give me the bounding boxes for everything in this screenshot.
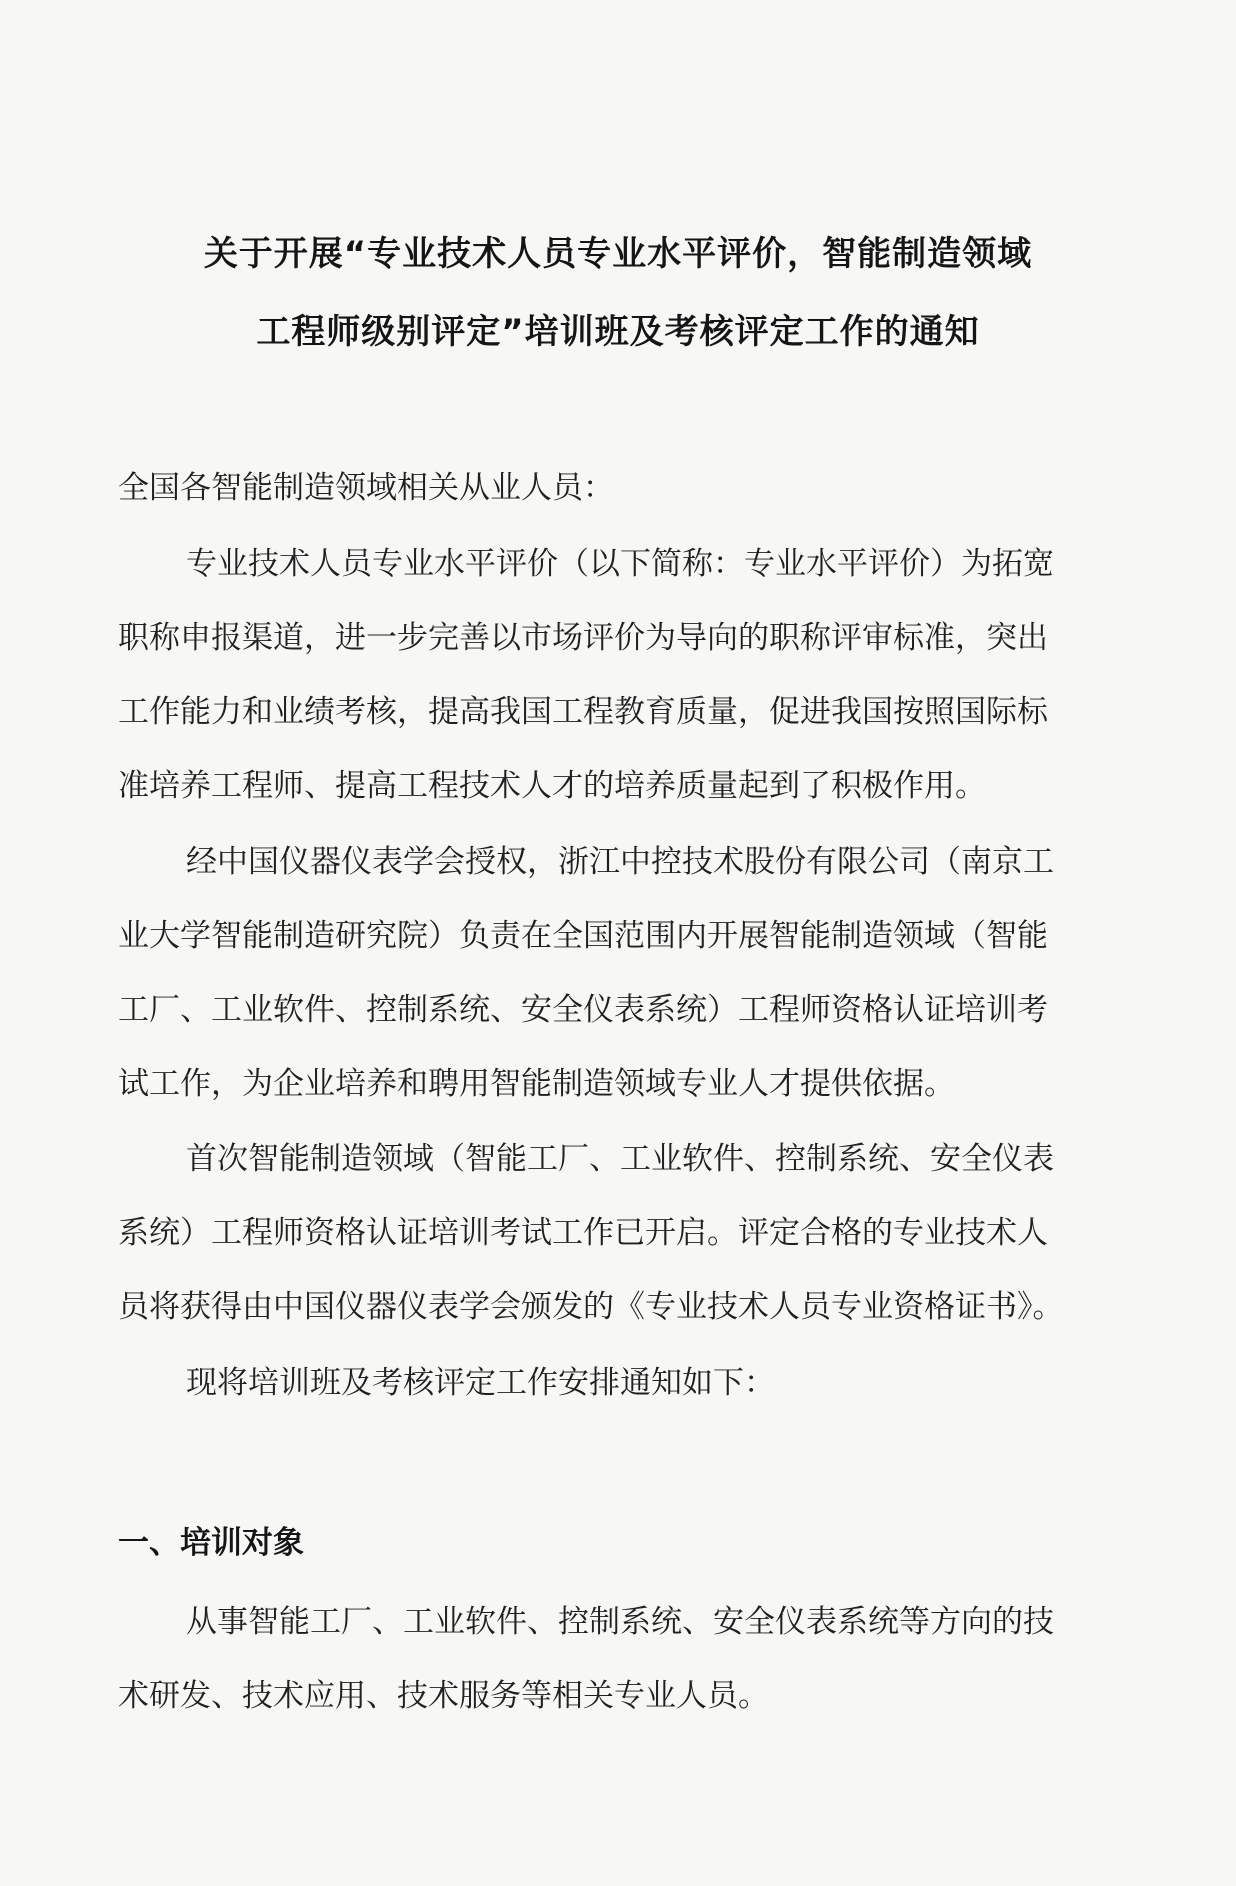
section-1-heading: 一、培训对象: [118, 1525, 304, 1561]
paragraph-2-line-3: 工厂、工业软件、控制系统、安全仪表系统）工程师资格认证培训考: [118, 992, 1048, 1028]
paragraph-1-line-1: 专业技术人员专业水平评价（以下简称：专业水平评价）为拓宽: [186, 546, 1054, 582]
paragraph-1-line-2: 职称申报渠道，进一步完善以市场评价为导向的职称评审标准，突出: [118, 620, 1048, 656]
section-1-line-2: 术研发、技术应用、技术服务等相关专业人员。: [118, 1678, 769, 1714]
section-1-line-1: 从事智能工厂、工业软件、控制系统、安全仪表系统等方向的技: [186, 1604, 1054, 1640]
salutation: 全国各智能制造领域相关从业人员：: [118, 470, 614, 506]
paragraph-1-line-4: 准培养工程师、提高工程技术人才的培养质量起到了积极作用。: [118, 768, 986, 804]
paragraph-3-line-1: 首次智能制造领域（智能工厂、工业软件、控制系统、安全仪表: [186, 1141, 1054, 1177]
paragraph-1-line-3: 工作能力和业绩考核，提高我国工程教育质量，促进我国按照国际标: [118, 694, 1048, 730]
paragraph-3-line-2: 系统）工程师资格认证培训考试工作已开启。评定合格的专业技术人: [118, 1215, 1048, 1251]
document-title-line-1: 关于开展“专业技术人员专业水平评价，智能制造领域: [203, 234, 1033, 274]
paragraph-2-line-1: 经中国仪器仪表学会授权，浙江中控技术股份有限公司（南京工: [186, 844, 1054, 880]
paragraph-2-line-4: 试工作，为企业培养和聘用智能制造领域专业人才提供依据。: [118, 1066, 955, 1102]
paragraph-2-line-2: 业大学智能制造研究院）负责在全国范围内开展智能制造领域（智能: [118, 918, 1048, 954]
document-title-line-2: 工程师级别评定”培训班及考核评定工作的通知: [256, 312, 980, 352]
paragraph-4-line-1: 现将培训班及考核评定工作安排通知如下：: [186, 1365, 775, 1401]
paragraph-3-line-3: 员将获得由中国仪器仪表学会颁发的《专业技术人员专业资格证书》。: [118, 1289, 1064, 1325]
